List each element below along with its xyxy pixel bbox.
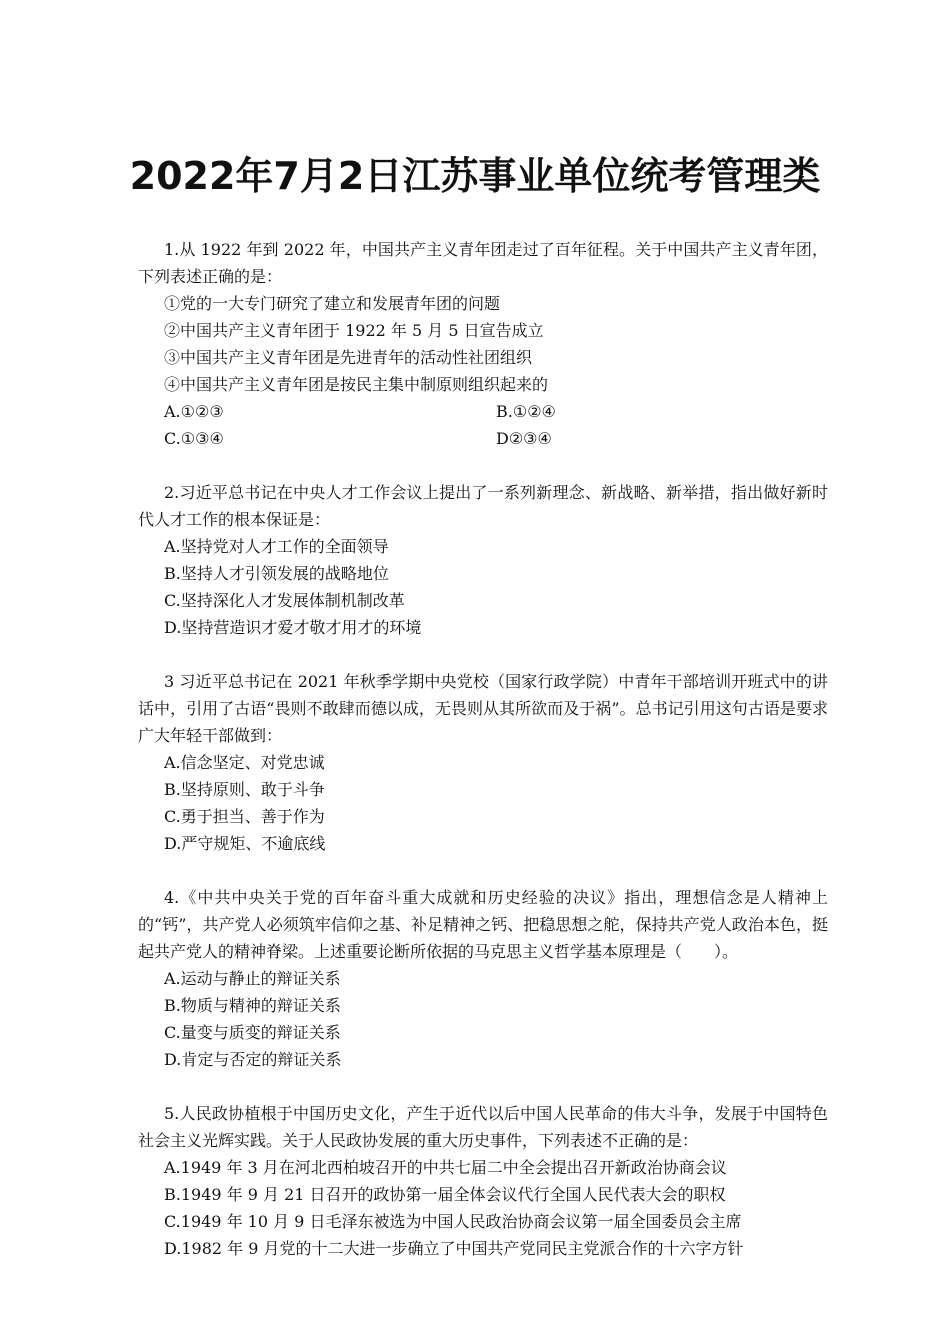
question-stem: 2.习近平总书记在中央人才工作会议上提出了一系列新理念、新战略、新举措，指出做好新时代人才工作的根本保证是： bbox=[138, 483, 828, 529]
question-list bbox=[138, 236, 828, 1289]
option-a: A.信念坚定、对党忠诚 bbox=[164, 753, 325, 772]
option-d: D②③④ bbox=[496, 429, 552, 448]
question-4 bbox=[138, 884, 828, 1073]
option-a: A.1949 年 3 月在河北西柏坡召开的中共七届二中全会提出召开新政治协商会议 bbox=[164, 1158, 727, 1177]
statement-item: ③中国共产主义青年团是先进青年的活动性社团组织 bbox=[164, 348, 533, 367]
option-b: B.1949 年 9 月 21 日召开的政协第一届全体会议代行全国人民代表大会的职权 bbox=[164, 1185, 726, 1204]
question-stem: 4.《中共中央关于党的百年奋斗重大成就和历史经验的决议》指出，理想信念是人精神上的“钙”，共产党人必须筑牢信仰之基、补足精神之钙、把稳思想之舵，保持共产党人政治本色，挺起共产党人的精神脊梁。上述重要论断所依据的马克思主义哲学基本原理是（ ）。 bbox=[138, 888, 828, 961]
option-d: D.坚持营造识才爱才敬才用才的环境 bbox=[164, 618, 422, 637]
question-stem: 5.人民政协植根于中国历史文化，产生于近代以后中国人民革命的伟大斗争，发展于中国特色社会主义光辉实践。关于人民政协发展的重大历史事件，下列表述不正确的是： bbox=[138, 1104, 828, 1150]
option-d: D.1982 年 9 月党的十二大进一步确立了中国共产党同民主党派合作的十六字方针 bbox=[164, 1239, 744, 1258]
option-row bbox=[138, 425, 828, 452]
option-d: D.肯定与否定的辩证关系 bbox=[164, 1050, 342, 1069]
option-c: C.坚持深化人才发展体制机制改革 bbox=[164, 591, 405, 610]
question-1 bbox=[138, 236, 828, 452]
question-5 bbox=[138, 1100, 828, 1262]
option-a: A.运动与静止的辩证关系 bbox=[164, 969, 341, 988]
statement-item: ②中国共产主义青年团于 1922 年 5 月 5 日宣告成立 bbox=[164, 321, 544, 340]
option-b: B.坚持原则、敢于斗争 bbox=[164, 780, 325, 799]
option-b: B.①②④ bbox=[496, 402, 556, 421]
option-d: D.严守规矩、不逾底线 bbox=[164, 834, 326, 853]
option-c: C.勇于担当、善于作为 bbox=[164, 807, 325, 826]
question-stem: 1.从 1922 年到 2022 年，中国共产主义青年团走过了百年征程。关于中国共产主义青年团，下列表述正确的是： bbox=[138, 240, 828, 286]
option-a: A.坚持党对人才工作的全面领导 bbox=[164, 537, 389, 556]
option-a: A.①②③ bbox=[164, 402, 224, 421]
option-c: C.1949 年 10 月 9 日毛泽东被选为中国人民政治协商会议第一届全国委员会主席 bbox=[164, 1212, 742, 1231]
option-row bbox=[138, 398, 828, 425]
option-b: B.坚持人才引领发展的战略地位 bbox=[164, 564, 389, 583]
statement-item: ①党的一大专门研究了建立和发展青年团的问题 bbox=[164, 294, 501, 313]
option-b: B.物质与精神的辩证关系 bbox=[164, 996, 341, 1015]
option-c: C.①③④ bbox=[164, 429, 224, 448]
question-stem: 3 习近平总书记在 2021 年秋季学期中央党校（国家行政学院）中青年干部培训开班式中的讲话中，引用了古语“畏则不敢肆而德以成，无畏则从其所欲而及于祸”。总书记引用这句古语是要求广大年轻干部做到： bbox=[138, 672, 828, 745]
option-c: C.量变与质变的辩证关系 bbox=[164, 1023, 341, 1042]
question-3 bbox=[138, 668, 828, 857]
question-2 bbox=[138, 479, 828, 641]
page-title: 2022年7月2日江苏事业单位统考管理类 bbox=[129, 154, 821, 198]
statement-item: ④中国共产主义青年团是按民主集中制原则组织起来的 bbox=[164, 375, 549, 394]
